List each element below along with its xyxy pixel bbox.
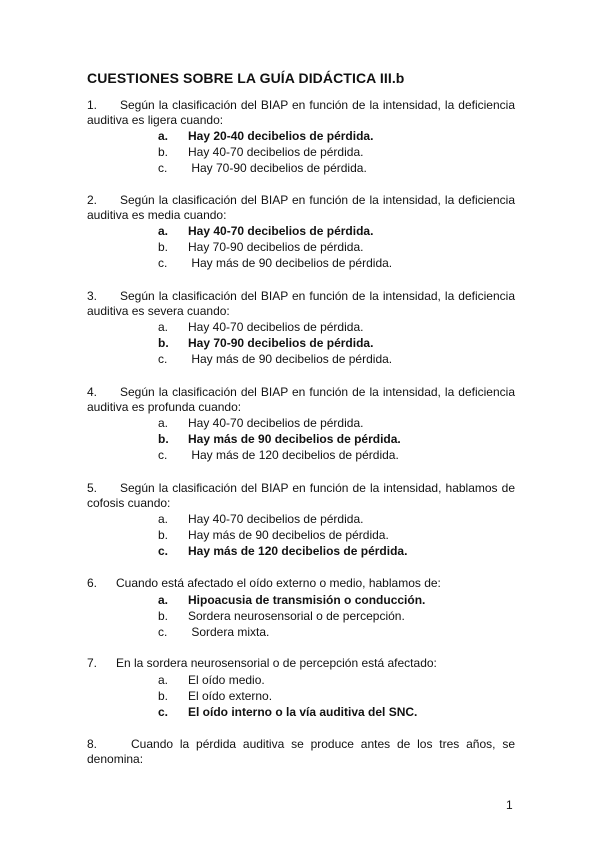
option-letter: c. <box>158 625 168 639</box>
question-5-options <box>158 511 407 559</box>
option-letter: a. <box>158 512 169 526</box>
question-4 <box>87 385 515 415</box>
option-letter: a. <box>158 129 169 143</box>
question-1 <box>87 98 515 128</box>
option-letter: a. <box>158 673 169 687</box>
question-number: 4. <box>87 385 98 399</box>
option-b <box>158 527 407 543</box>
question-3-options <box>158 319 392 367</box>
option-text: Hay más de 120 decibelios de pérdida. <box>188 544 408 558</box>
option-c <box>158 160 373 176</box>
question-number: 8. <box>87 737 98 751</box>
option-c <box>158 447 401 463</box>
question-text: En la sordera neurosensorial o de percepción está afectado: <box>116 656 437 670</box>
option-text: Hay 40-70 decibelios de pérdida. <box>188 224 374 238</box>
question-2-options <box>158 223 392 271</box>
option-letter: b. <box>158 432 169 446</box>
option-b <box>158 431 401 447</box>
question-text: Según la clasificación del BIAP en función de la intensidad, la deficiencia auditiva es ligera cuando: <box>87 98 515 127</box>
option-a <box>158 319 392 335</box>
question-number: 1. <box>87 98 98 112</box>
option-c <box>158 255 392 271</box>
option-a <box>158 415 401 431</box>
question-number: 3. <box>87 289 98 303</box>
option-text: Hay más de 90 decibelios de pérdida. <box>188 432 401 446</box>
page-number: 1 <box>506 798 513 812</box>
question-text: Cuando está afectado el oído externo o medio, hablamos de: <box>116 576 441 590</box>
question-7-options <box>158 672 417 720</box>
option-text: Sordera mixta. <box>188 625 270 639</box>
question-number: 6. <box>87 576 98 590</box>
option-text: Hay más de 90 decibelios de pérdida. <box>188 256 393 270</box>
option-c <box>158 543 407 559</box>
option-letter: a. <box>158 593 169 607</box>
option-text: Hay 70-90 decibelios de pérdida. <box>188 161 367 175</box>
page-title: CUESTIONES SOBRE LA GUÍA DIDÁCTICA III.b <box>87 70 405 86</box>
question-2 <box>87 193 515 223</box>
option-letter: b. <box>158 528 169 542</box>
question-number: 2. <box>87 193 98 207</box>
option-text: Sordera neurosensorial o de percepción. <box>188 609 405 623</box>
option-letter: a. <box>158 224 169 238</box>
option-text: Hay más de 120 decibelios de pérdida. <box>188 448 399 462</box>
question-1-options <box>158 128 373 176</box>
option-letter: c. <box>158 448 168 462</box>
option-text: El oído interno o la vía auditiva del SNC. <box>188 705 418 719</box>
option-c <box>158 624 425 640</box>
question-3 <box>87 289 515 319</box>
option-letter: b. <box>158 609 169 623</box>
option-text: Hay 40-70 decibelios de pérdida. <box>188 145 364 159</box>
option-text: Hipoacusia de transmisión o conducción. <box>188 593 426 607</box>
option-a <box>158 511 407 527</box>
option-text: El oído externo. <box>188 689 273 703</box>
option-letter: c. <box>158 161 168 175</box>
option-letter: b. <box>158 689 169 703</box>
question-text: Según la clasificación del BIAP en función de la intensidad, la deficiencia auditiva es media cuando: <box>87 193 515 222</box>
question-text: Según la clasificación del BIAP en función de la intensidad, la deficiencia auditiva es severa cuando: <box>87 289 515 318</box>
option-b <box>158 144 373 160</box>
option-a <box>158 592 425 608</box>
option-b <box>158 608 425 624</box>
option-b <box>158 688 417 704</box>
option-letter: b. <box>158 240 169 254</box>
question-text: Según la clasificación del BIAP en función de la intensidad, hablamos de cofosis cuando: <box>87 481 515 510</box>
question-5 <box>87 481 515 511</box>
option-b <box>158 239 392 255</box>
question-7 <box>87 656 515 671</box>
option-a <box>158 672 417 688</box>
option-c <box>158 704 417 720</box>
option-text: Hay 40-70 decibelios de pérdida. <box>188 416 364 430</box>
question-4-options <box>158 415 401 463</box>
option-letter: c. <box>158 705 169 719</box>
option-text: Hay más de 90 decibelios de pérdida. <box>188 352 393 366</box>
question-number: 7. <box>87 656 98 670</box>
question-6 <box>87 576 515 591</box>
option-text: Hay 40-70 decibelios de pérdida. <box>188 512 364 526</box>
option-text: Hay 40-70 decibelios de pérdida. <box>188 320 364 334</box>
question-number: 5. <box>87 481 98 495</box>
option-letter: c. <box>158 352 168 366</box>
option-b <box>158 335 392 351</box>
question-text: Según la clasificación del BIAP en función de la intensidad, la deficiencia auditiva es profunda cuando: <box>87 385 515 414</box>
option-letter: a. <box>158 320 169 334</box>
option-letter: c. <box>158 256 168 270</box>
question-text: Cuando la pérdida auditiva se produce antes de los tres años, se denomina: <box>87 737 515 766</box>
option-text: Hay 70-90 decibelios de pérdida. <box>188 336 374 350</box>
option-letter: b. <box>158 145 169 159</box>
option-c <box>158 351 392 367</box>
option-letter: a. <box>158 416 169 430</box>
option-text: Hay 20-40 decibelios de pérdida. <box>188 129 374 143</box>
option-a <box>158 223 392 239</box>
option-a <box>158 128 373 144</box>
option-letter: b. <box>158 336 169 350</box>
option-text: Hay más de 90 decibelios de pérdida. <box>188 528 389 542</box>
question-6-options <box>158 592 425 640</box>
option-text: El oído medio. <box>188 673 265 687</box>
option-letter: c. <box>158 544 169 558</box>
option-text: Hay 70-90 decibelios de pérdida. <box>188 240 364 254</box>
question-8 <box>87 737 515 767</box>
